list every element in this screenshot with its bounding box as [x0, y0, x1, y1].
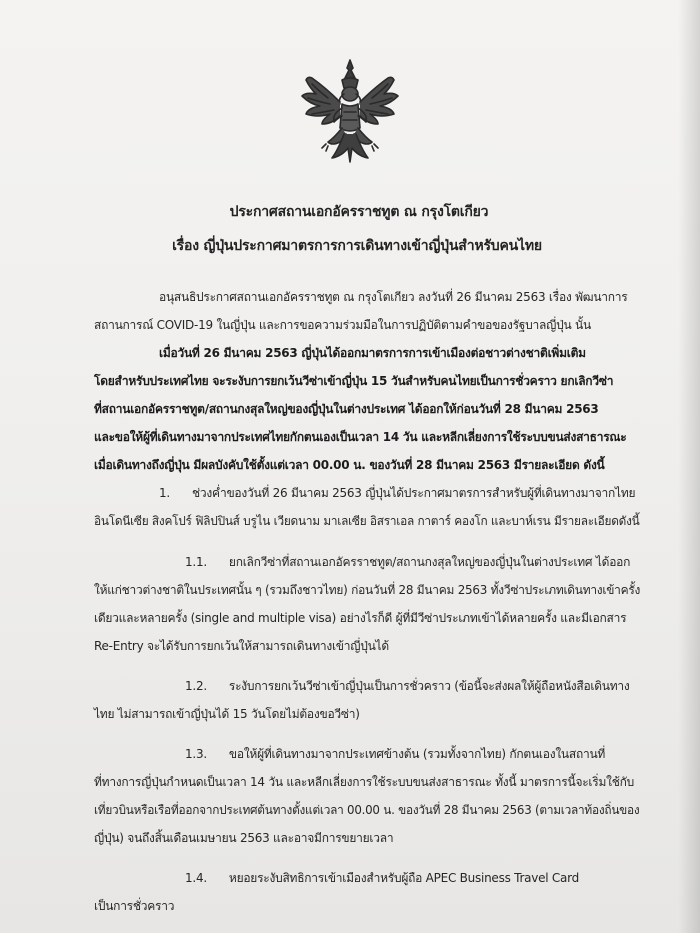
- item-1-1-line-2: ให้แก่ชาวต่างชาติในประเทศนั้น ๆ (รวมถึงชาวไทย) ก่อนวันที่ 28 มีนาคม 2563 ทั้งวีซ่าประเภทเดินทางเข้าครั้ง: [94, 583, 641, 597]
- item-1-3-number: 1.3.: [185, 747, 207, 761]
- item-1-1-number: 1.1.: [185, 555, 207, 569]
- item-1-3-line-1: [185, 744, 605, 764]
- item-1-4-text: หยอยระงับสิทธิการเข้าเมืองสำหรับผู้ถือ APEC Business Travel Card: [228, 871, 579, 885]
- item-1-3-line-4: ญี่ปุ่น) จนถึงสิ้นเดือนเมษายน 2563 และอาจมีการขยายเวลา: [94, 831, 394, 845]
- item-1-1-line-4: Re-Entry จะได้รับการยกเว้นให้สามารถเดินทางเข้าญี่ปุ่นได้: [94, 639, 389, 653]
- intro-line-2: สถานการณ์ COVID-19 ในญี่ปุ่น และการขอความร่วมมือในการปฏิบัติตามคำขอของรัฐบาลญี่ปุ่น นั้น: [94, 318, 591, 332]
- item-1-3-line-2: ที่ทางการญี่ปุ่นกำหนดเป็นเวลา 14 วัน และหลีกเลี่ยงการใช้ระบบขนส่งสาธารณะ ทั้งนี้ มาตรการนี้จะเริ่มใช้กับ: [94, 775, 635, 789]
- intro-line-5: ที่สถานเอกอัครราชทูต/สถานกงสุลใหญ่ของญี่ปุ่นในต่างประเทศ ได้ออกให้ก่อนวันที่ 28 มีนาคม 2563: [94, 402, 599, 416]
- item-1-1-text: ยกเลิกวีซ่าที่สถานเอกอัครราชทูต/สถานกงสุลใหญ่ของญี่ปุ่นในต่างประเทศ ได้ออก: [228, 555, 631, 569]
- item-1-2-number: 1.2.: [185, 679, 207, 693]
- item-1-2-line-1: [185, 676, 630, 696]
- item-1-4-line-1: [185, 868, 579, 888]
- section-1-line-1: [159, 483, 635, 503]
- item-1-4-line-2: เป็นการชั่วคราว: [94, 899, 175, 913]
- item-1-2-text: ระงับการยกเว้นวีซ่าเข้าญี่ปุ่นเป็นการชั่วคราว (ข้อนี้จะส่งผลให้ผู้ถือหนังสือเดินทาง: [228, 679, 630, 693]
- intro-line-3: เมื่อวันที่ 26 มีนาคม 2563 ญี่ปุ่นได้ออกมาตรการการเข้าเมืองต่อชาวต่างชาติเพิ่มเติม: [159, 346, 586, 360]
- item-1-2-line-2: ไทย ไม่สามารถเข้าญี่ปุ่นได้ 15 วันโดยไม่ต้องขอวีซ่า): [94, 707, 360, 721]
- announcement-title: [0, 201, 700, 258]
- section-1-number: 1.: [159, 486, 170, 500]
- intro-line-6: และขอให้ผู้ที่เดินทางมาจากประเทศไทยกักตนเองเป็นเวลา 14 วัน และหลีกเลี่ยงการใช้ระบบขนส่งสาธารณะ: [94, 430, 627, 444]
- item-1-3-text: ขอให้ผู้ที่เดินทางมาจากประเทศข้างต้น (รวมทั้งจากไทย) กักตนเองในสถานที่: [228, 747, 606, 761]
- section-1-text: ช่วงค่ำของวันที่ 26 มีนาคม 2563 ญี่ปุ่นได้ประกาศมาตรการสำหรับผู้ที่เดินทางมาจากไทย: [191, 486, 636, 500]
- item-1-4-number: 1.4.: [185, 871, 207, 885]
- item-1-1-line-1: [185, 552, 630, 572]
- title-line-1: ประกาศสถานเอกอัครราชทูต ณ กรุงโตเกียว: [229, 204, 489, 220]
- intro-line-1: อนุสนธิประกาศสถานเอกอัครราชทูต ณ กรุงโตเกียว ลงวันที่ 26 มีนาคม 2563 เรื่อง พัฒนาการ: [159, 290, 628, 304]
- intro-line-7: เมื่อเดินทางถึงญี่ปุ่น มีผลบังคับใช้ตั้งแต่เวลา 00.00 น. ของวันที่ 28 มีนาคม 2563 มีรายละเอียด ดังนี้: [94, 458, 605, 472]
- item-1-3-line-3: เที่ยวบินหรือเรือที่ออกจากประเทศต้นทางตั้งแต่เวลา 00.00 น. ของวันที่ 28 มีนาคม 2563 (ตามเวลาท้องถิ่นของ: [94, 803, 640, 817]
- title-line-2: เรื่อง ญี่ปุ่นประกาศมาตรการการเดินทางเข้าญี่ปุ่นสำหรับคนไทย: [172, 238, 542, 254]
- intro-line-4: โดยสำหรับประเทศไทย จะระงับการยกเว้นวีซ่าเข้าญี่ปุ่น 15 วันสำหรับคนไทยเป็นการชั่วคราว ยกเลิกวีซ่า: [94, 374, 614, 388]
- item-1-1-line-3: เดียวและหลายครั้ง (single and multiple visa) อย่างไรก็ดี ผู้ที่มีวีซ่าประเภทเข้าได้หลายครั้ง และมีเอกสาร: [94, 611, 627, 625]
- garuda-emblem-icon: [298, 58, 402, 166]
- section-1-line-2: อินโดนีเซีย สิงคโปร์ ฟิลิปปินส์ บรูไน เวียดนาม มาเลเซีย อิสราเอล กาตาร์ คองโก และบาห์เรน มีรายละเอียดดังนี้: [94, 514, 640, 528]
